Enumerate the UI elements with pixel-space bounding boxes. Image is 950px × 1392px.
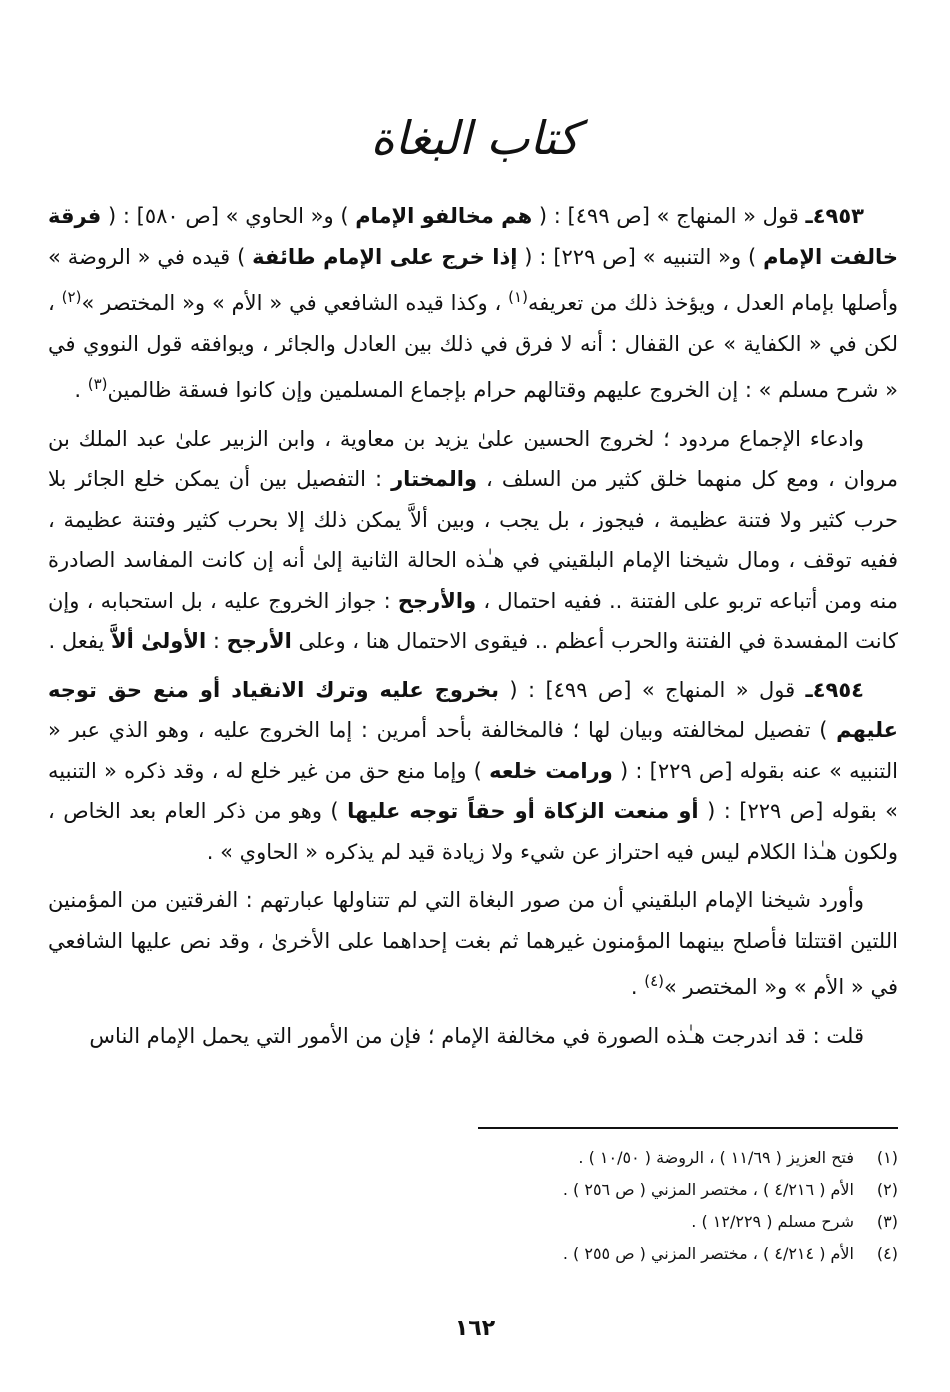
text-run: ) قيده في « الروضة » وأصلها بإمام العدل ، ويؤخذ ذلك من تعريفه [48,244,899,315]
footnote-ref[interactable]: (٤) [644,972,664,990]
footnote-divider [478,1127,898,1129]
footnote-item [48,1206,898,1238]
footnote-item [48,1142,898,1174]
footnote-number: (٤) [876,1244,898,1263]
paragraph-qultu [48,1016,898,1057]
page-number: ١٦٢ [454,1316,496,1341]
chapter-title: كتاب البغاة [370,111,580,165]
text-run: : جواز الخروج عليه ، بل استحبابه ، وإن كانت المفسدة في الفتنة والحرب أعظم .. فيقوى الاحتمال هنا ، وعلى [48,588,898,653]
footnote-text: الأم ( ٤/٢١٤ ) ، مختصر المزني ( ص ٢٥٥ ) . [562,1244,854,1263]
footnote-ref[interactable]: (١) [508,288,528,306]
text-run: قول « المنهاج » [ص ٤٩٩] : ( [499,677,796,702]
main-text [48,196,898,1064]
footnote-text: شرح مسلم ( ١٢/٢٢٩ ) . [691,1212,854,1231]
text-run: ) و« التنبيه » [ص ٢٢٩] : ( [517,244,764,269]
bold-quote: إذا خرج على الإمام طائفة [252,244,518,269]
paragraph-bulqini [48,880,898,1008]
footnote-ref[interactable]: (٢) [61,288,82,306]
text-run: ) وإما منع حق من غير خلع له ، وقد ذكره « التنبيه » بقوله [ص ٢٢٩] : ( [48,758,899,823]
text-run: قول « المنهاج » [ص ٤٩٩] : ( [532,204,799,228]
text-run: . [74,378,88,402]
footnote-text: الأم ( ٤/٢١٦ ) ، مختصر المزني ( ص ٢٥٦ ) . [562,1180,854,1199]
paragraph-4953 [48,196,898,411]
footnote-item [48,1238,898,1270]
footnote-text: فتح العزيز ( ١١/٦٩ ) ، الروضة ( ١٠/٥٠ ) . [578,1148,854,1167]
bold-term: والمختار [391,467,477,491]
paragraph-consensus [48,419,898,662]
footnote-item [48,1174,898,1206]
bold-quote: بخروج عليه وترك الانقياد أو منع حق توجه عليهم [48,677,898,742]
bold-term: والأرجح [397,588,477,613]
paragraph-4954 [48,670,898,873]
bold-term: الأولىٰ ألاَّ [111,629,207,653]
text-run: : [206,629,227,653]
bold-quote: ورامت خلعه [489,758,613,783]
bold-quote: فرقة خالفت الإمام [48,204,898,269]
footnote-number: (٢) [876,1180,898,1199]
footnote-number: (٣) [876,1212,898,1231]
text-run: ) تفصيل لمخالفته وبيان لها ؛ فالمخالفة بأحد أمرين : إما الخروج عليه ، وهو الذي عبر « التنبيه » عنه بقوله [ص ٢٢٩] : ( [48,718,898,783]
text-run: يفعل . [48,629,111,653]
footnote-number: (١) [876,1148,898,1167]
text-run: وأورد شيخنا الإمام البلقيني أن من صور البغاة التي لم تتناولها عبارتهم : الفرقتين من المؤمنين اللتين اقتتلتا فأصلح بينهما المؤمنون غيرهما ثم بغت إحداهما على الأخرىٰ ، وقد نص عليها الشافعي في « الأم » و« المختصر » [48,888,898,999]
text-run: ) و« الحاوي » [ص ٥٨٠] : ( [101,204,356,228]
text-run: وادعاء الإجماع مردود ؛ لخروج الحسين علىٰ يزيد بن معاوية ، وابن الزبير علىٰ عبد الملك بن مروان ، ومع كل منهما خلق كثير من السلف ، [48,426,898,491]
issue-number: ٤٩٥٣ـ [805,204,864,228]
text-run: ) وهو من ذكر العام بعد الخاص ، ولكون هـٰذا الكلام ليس فيه احتراز عن شيء ولا زيادة قيد لم يذكره « الحاوي » . [48,799,898,864]
bold-term: الأرجح [226,629,292,653]
text-run: ، لكن في « الكفاية » عن القفال : أنه لا فرق في ذلك بين العادل والجائر ، ويوافقه قول النووي في « شرح مسلم » : إن الخروج عليهم وقتالهم حرام بإجماع المسلمين وإن كانوا فسقة ظالمين [48,291,898,402]
text-run: ، وكذا قيده الشافعي في « الأم » و« المختصر » [81,291,509,315]
text-run: . [630,975,645,999]
bold-quote: أو منعت الزكاة أو حقاً توجه عليها [347,799,699,823]
issue-number: ٤٩٥٤ـ [805,677,864,702]
bold-quote: هم مخالفو الإمام [355,204,533,228]
text-run: قلت : قد اندرجت هـٰذه الصورة في مخالفة الإمام ؛ فإن من الأمور التي يحمل الإمام الناس [89,1023,864,1048]
footnote-ref[interactable]: (٣) [87,375,108,393]
footnotes [48,1142,898,1270]
text-run: : التفصيل بين أن يمكن خلع الجائر بلا حرب كثير ولا فتنة عظيمة ، فيجوز ، بل يجب ، وبين ألاَّ يمكن ذلك إلا بحرب كثير وفتنة عظيمة ، ففيه توقف ، ومال شيخنا الإمام البلقيني في هـٰذه الحالة الثانية إلىٰ أنه إن كانت المفاسد الصادرة منه ومن أتباعه تربو على الفتنة .. ففيه احتمال ، [48,467,898,613]
